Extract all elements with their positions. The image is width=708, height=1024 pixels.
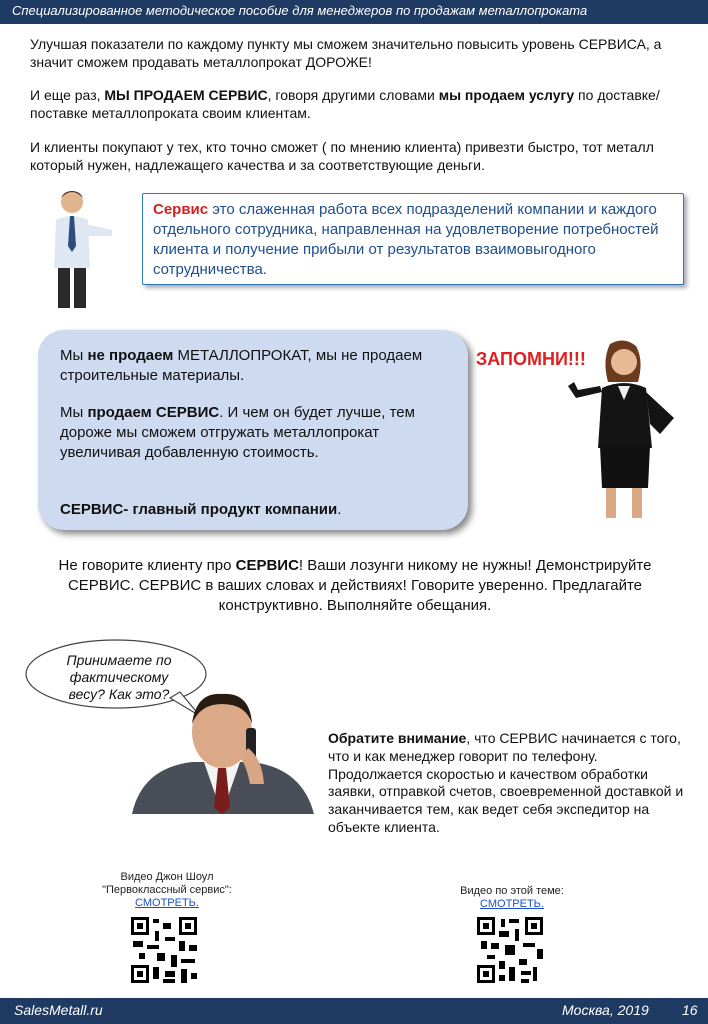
bubble-line-3: СЕРВИС- главный продукт компании.	[60, 501, 342, 518]
slogan-paragraph: Не говорите клиенту про СЕРВИС! Ваши лозунги никому не нужны! Демонстрируйте СЕРВИС. СЕРВИС в ваших словах и действиях! Говорите уверенно. Предлагайте конструктивно. Выполняйте обещания.	[58, 557, 652, 614]
remember-label: ЗАПОМНИ!!!	[476, 349, 586, 369]
footer-place: Москва, 2019	[562, 1002, 649, 1018]
man-on-phone-illustration	[122, 688, 322, 814]
footer-bar	[0, 998, 708, 1024]
bubble-line-1: Мы не продаем МЕТАЛЛОПРОКАТ, мы не продаем строительные материалы.	[60, 347, 423, 384]
man-pointing-illustration	[46, 186, 116, 310]
intro-paragraph-1: Улучшая показатели по каждому пункту мы сможем значительно повысить уровень СЕРВИСА, а значит сможем продавать металлопрокат ДОРОЖЕ!	[30, 36, 662, 70]
bubble-line-2: Мы продаем СЕРВИС. И чем он будет лучше, тем дороже мы сможем отгружать металлопрокат увеличивая добавленную стоимость.	[60, 404, 415, 461]
intro-paragraph-2: И еще раз, МЫ ПРОДАЕМ СЕРВИС, говоря другими словами мы продаем услугу по доставке/ поставке металлопроката своим клиентам.	[30, 87, 660, 121]
video-2-block	[432, 885, 592, 911]
businesswoman-illustration	[562, 338, 686, 522]
footer-page-number: 16	[682, 1002, 698, 1018]
intro-paragraph-3: И клиенты покупают у тех, кто точно сможет ( по мнению клиента) привезти быстро, тот металл который нужен, надлежащего качества и за соответствующие деньги.	[30, 139, 654, 173]
attention-paragraph: Обратите внимание, что СЕРВИС начинается с того, что и как менеджер говорит по телефону. Продолжается скоростью и качеством обработки заявки, отправкой счетов, своевременной доставкой и заканчивается тем, как ведет себя экспедитор на объекте клиента.	[328, 730, 684, 835]
service-definition-text: Сервис это слаженная работа всех подразделений компании и каждого отдельного сотрудника, направленная на удовлетворение потребностей клиента и получение прибыли от результатов взаимовыгодного сотрудничества.	[153, 201, 659, 278]
video-2-line-1: Видео по этой теме:	[460, 885, 564, 897]
qr-code-1-icon[interactable]	[129, 915, 199, 985]
video-2-link[interactable]: СМОТРЕТЬ.	[480, 898, 544, 910]
video-1-link[interactable]: СМОТРЕТЬ.	[135, 897, 199, 909]
qr-code-2-icon[interactable]	[475, 915, 545, 985]
speech-text: Принимаете по фактическому весу? Как это?	[66, 652, 172, 702]
footer-site: SalesMetall.ru	[14, 1002, 103, 1018]
service-definition-box	[142, 193, 684, 285]
video-1-block	[82, 871, 252, 910]
key-message-bubble	[38, 330, 468, 530]
video-1-line-2: "Первоклассный сервис":	[102, 884, 232, 896]
video-1-line-1: Видео Джон Шоул	[120, 871, 214, 883]
header-title: Специализированное методическое пособие для менеджеров по продажам металлопроката	[12, 3, 588, 18]
header-bar	[0, 0, 708, 24]
